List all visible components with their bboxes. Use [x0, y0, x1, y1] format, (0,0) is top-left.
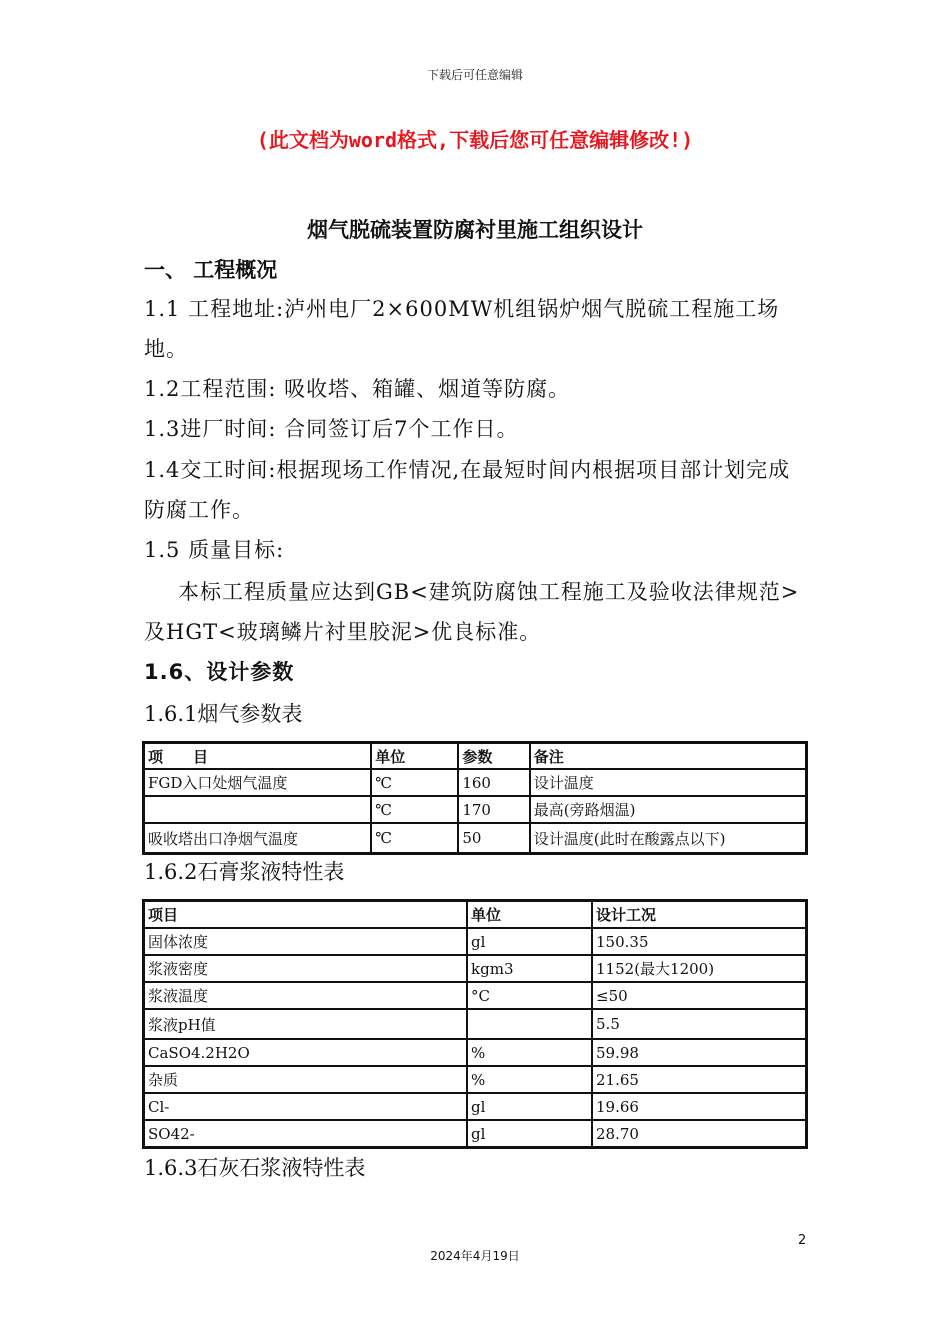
page-footer-date: 2024年4月19日 — [430, 1249, 520, 1263]
table-cell: °C — [467, 982, 592, 1009]
table-row — [144, 769, 806, 796]
table-row — [144, 982, 806, 1009]
document-title: 烟气脱硫装置防腐衬里施工组织设计 — [307, 218, 643, 242]
table-row — [144, 823, 806, 853]
edit-notice: (此文档为word格式,下载后您可任意编辑修改!) — [256, 128, 694, 152]
table-cell: 设计温度 — [530, 769, 806, 796]
table-header-cell: 参数 — [458, 743, 529, 769]
table-cell: 1152(最大1200) — [592, 955, 806, 982]
table-cell: SO42- — [144, 1120, 467, 1147]
table-cell: 最高(旁路烟温) — [530, 796, 806, 823]
table3-caption: 1.6.3石灰石浆液特性表 — [144, 1156, 366, 1180]
page-header: 下载后可任意编辑 — [426, 68, 523, 82]
table-cell: 固体浓度 — [144, 928, 467, 955]
table-cell: CaSO4.2H2O — [144, 1039, 467, 1066]
table-header-cell: 单位 — [467, 901, 592, 928]
table-cell: gl — [467, 1120, 592, 1147]
design-params-label: 1.6、设计参数 — [144, 660, 295, 684]
table-row — [144, 796, 806, 823]
table-cell: gl — [467, 928, 592, 955]
table-row — [144, 1039, 806, 1066]
table-cell: 吸收塔出口净烟气温度 — [144, 823, 371, 853]
section-heading-overview: 一、 工程概况 — [144, 258, 278, 282]
paragraph-address: 1.1 工程地址:泸州电厂2×600MW机组锅炉烟气脱硫工程施工场地。 — [144, 297, 780, 361]
table-cell: 19.66 — [592, 1093, 806, 1120]
gypsum-table-body — [144, 901, 806, 1147]
table-header-row — [144, 743, 806, 769]
flue-gas-table-body — [144, 743, 806, 853]
table-cell: 浆液温度 — [144, 982, 467, 1009]
table-cell: Cl- — [144, 1093, 467, 1120]
table-row — [144, 928, 806, 955]
table-cell: 5.5 — [592, 1009, 806, 1039]
table-cell: ℃ — [371, 796, 458, 823]
table-cell: 59.98 — [592, 1039, 806, 1066]
table-header-cell: 备注 — [530, 743, 806, 769]
paragraph-entry-time: 1.3进厂时间: 合同签订后7个工作日。 — [144, 417, 519, 441]
table-cell: 21.65 — [592, 1066, 806, 1093]
table-cell: 50 — [458, 823, 529, 853]
table-header-cell: 项 目 — [144, 743, 371, 769]
table1-caption: 1.6.1烟气参数表 — [144, 702, 303, 726]
table2-caption: 1.6.2石膏浆液特性表 — [144, 860, 345, 884]
table-cell: ℃ — [371, 769, 458, 796]
table-header-row — [144, 901, 806, 928]
table-cell: 杂质 — [144, 1066, 467, 1093]
table-cell: kgm3 — [467, 955, 592, 982]
page-number: 2 — [798, 1233, 807, 1248]
table-cell: 设计温度(此时在酸露点以下) — [530, 823, 806, 853]
table-cell: gl — [467, 1093, 592, 1120]
table-cell: 150.35 — [592, 928, 806, 955]
table-cell: FGD入口处烟气温度 — [144, 769, 371, 796]
table-header-cell: 单位 — [371, 743, 458, 769]
table-header-cell: 项目 — [144, 901, 467, 928]
table-row — [144, 1066, 806, 1093]
table-cell: % — [467, 1066, 592, 1093]
section-heading-design-params — [144, 652, 810, 692]
table-cell — [467, 1009, 592, 1039]
table-cell: % — [467, 1039, 592, 1066]
table-row — [144, 955, 806, 982]
paragraph-quality-standard: 本标工程质量应达到GB<建筑防腐蚀工程施工及验收法律规范>及HGT<玻璃鳞片衬里胶泥>优良标准。 — [144, 580, 800, 644]
table-cell: 浆液密度 — [144, 955, 467, 982]
paragraph-scope: 1.2工程范围: 吸收塔、箱罐、烟道等防腐。 — [144, 377, 571, 401]
table-cell: 160 — [458, 769, 529, 796]
flue-gas-parameter-table — [142, 741, 808, 855]
table-cell: ℃ — [371, 823, 458, 853]
table-row — [144, 1120, 806, 1147]
table-cell: 28.70 — [592, 1120, 806, 1147]
table-cell: ≤50 — [592, 982, 806, 1009]
table-header-cell: 设计工况 — [592, 901, 806, 928]
table-cell — [144, 796, 371, 823]
table-cell: 浆液pH值 — [144, 1009, 467, 1039]
table-row — [144, 1009, 806, 1039]
table-row — [144, 1093, 806, 1120]
gypsum-slurry-table — [142, 899, 808, 1149]
table-cell: 170 — [458, 796, 529, 823]
paragraph-handover-time: 1.4交工时间:根据现场工作情况,在最短时间内根据项目部计划完成防腐工作。 — [144, 458, 791, 522]
paragraph-quality-target: 1.5 质量目标: — [144, 538, 285, 562]
